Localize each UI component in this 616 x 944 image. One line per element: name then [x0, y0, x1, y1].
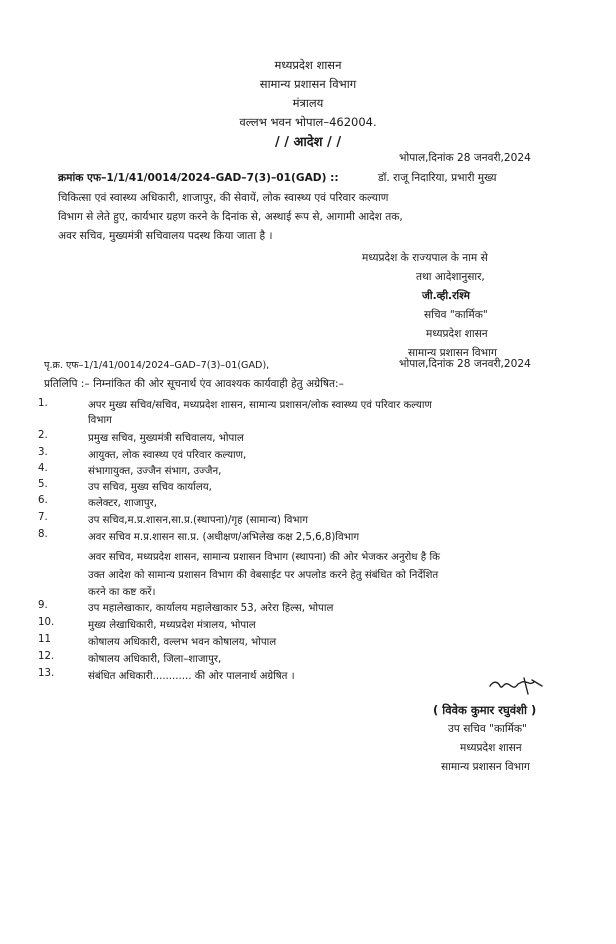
list-item: आयुक्त, लोक स्वास्थ्य एवं परिवार कल्याण, — [88, 450, 247, 461]
list-item-number: 9. — [38, 600, 48, 611]
order-body-line4: अवर सचिव, मुख्यमंत्री सचिवालय पदस्थ किया जाता है । — [58, 230, 273, 242]
list-item: कोषालय अधिकारी, जिला–शाजापुर, — [88, 654, 222, 665]
authority-govt: मध्यप्रदेश शासन — [426, 328, 488, 340]
header-ministry: मंत्रालय — [292, 96, 324, 110]
signatory-name: ( विवेक कुमार रघुवंशी ) — [433, 703, 537, 717]
endorsement-ref-no: पृ.क्र. एफ–1/1/41/0014/2024–GAD–7(3)–01(GAD), — [44, 360, 270, 371]
list-item: संभागायुक्त, उज्जैन संभाग, उज्जैन, — [88, 466, 222, 477]
order-ref-no: क्रमांक एफ–1/1/41/0014/2024–GAD–7(3)–01(GAD) :: — [58, 172, 339, 184]
order-body-line3: विभाग से लेते हुए, कार्यभार ग्रहण करने के दिनांक से, अस्थाई रूप से, आगामी आदेश तक, — [58, 211, 403, 223]
list-item-number: 3. — [38, 447, 48, 458]
authority-name: जी.व्ही.रश्मि — [422, 290, 470, 302]
list-item-continuation: अवर सचिव, मध्यप्रदेश शासन, सामान्य प्रशासन विभाग (स्थापना) की ओर भेजकर अनुरोध है कि — [88, 552, 440, 563]
list-item: कोषालय अधिकारी, वल्लभ भवन कोषालय, भोपाल — [88, 637, 277, 648]
list-item: उप सचिव,म.प्र.शासन,सा.प्र.(स्थापना)/गृह (सामान्य) विभाग — [88, 515, 308, 526]
endorsement-date: भोपाल,दिनांक 28 जनवरी,2024 — [399, 358, 531, 370]
list-item: कलेक्टर, शाजापुर, — [88, 498, 158, 509]
list-item-number: 6. — [38, 495, 48, 506]
signatory-designation: उप सचिव "कार्मिक" — [448, 723, 527, 735]
list-item: प्रमुख सचिव, मुख्यमंत्री सचिवालय, भोपाल — [88, 433, 244, 444]
order-date: भोपाल,दिनांक 28 जनवरी,2024 — [399, 152, 531, 164]
authority-line2: तथा आदेशानुसार, — [416, 271, 485, 283]
order-body-line2: चिकित्सा एवं स्वास्थ्य अधिकारी, शाजापुर, की सेवायें, लोक स्वास्थ्य एवं परिवार कल्याण — [58, 192, 389, 204]
handwritten-signature-icon — [488, 672, 548, 700]
list-item-number: 1. — [38, 398, 48, 409]
authority-line1: मध्यप्रदेश के राज्यपाल के नाम से — [362, 252, 488, 264]
list-item-number: 5. — [38, 479, 48, 490]
authority-designation: सचिव "कार्मिक" — [424, 309, 488, 321]
list-item: उप महालेखाकार, कार्यालय महालेखाकार 53, अरेरा हिल्स, भोपाल — [88, 603, 334, 614]
list-item: संबंधित अधिकारी............ की ओर पालनार्थ अग्रेषित । — [88, 671, 295, 682]
authority-dept: सामान्य प्रशासन विभाग — [408, 347, 497, 359]
list-item-continuation: उक्त आदेश को सामान्य प्रशासन विभाग की वेबसाईट पर अपलोड करने हेतु संबंधित को निर्देशित — [88, 570, 439, 581]
list-item-number: 11 — [38, 634, 51, 645]
order-body-line1: डॉ. राजू निदारिया, प्रभारी मुख्य — [378, 172, 497, 184]
order-title: / / आदेश / / — [274, 135, 342, 150]
copy-line: प्रतिलिपि :– निम्नांकित की ओर सूचनार्थ एंव आवश्यक कार्यवाही हेतु अग्रेषित:– — [44, 378, 344, 390]
list-item-number: 12. — [38, 651, 55, 662]
header-address: वल्लभ भवन भोपाल–462004. — [239, 115, 377, 129]
header-dept: सामान्य प्रशासन विभाग — [259, 77, 357, 91]
list-item: उप सचिव, मुख्य सचिव कार्यालय, — [88, 482, 212, 493]
signatory-govt: मध्यप्रदेश शासन — [460, 742, 522, 754]
list-item-number: 13. — [38, 668, 55, 679]
list-item-continuation: करने का कष्ट करें। — [88, 587, 156, 598]
list-item-number: 4. — [38, 463, 48, 474]
list-item-number: 10. — [38, 617, 55, 628]
list-item: अपर मुख्य सचिव/सचिव, मध्यप्रदेश शासन, सामान्य प्रशासन/लोक स्वास्थ्य एवं परिवार कल्याण — [88, 400, 432, 411]
list-item-continuation: विभाग — [88, 415, 112, 426]
list-item: अवर सचिव म.प्र.शासन सा.प्र. (अधीक्षण/अभिलेख कक्ष 2,5,6,8)विभाग — [88, 532, 360, 543]
list-item-number: 2. — [38, 430, 48, 441]
list-item-number: 8. — [38, 529, 48, 540]
header-govt: मध्यप्रदेश शासन — [274, 58, 342, 72]
signatory-dept: सामान्य प्रशासन विभाग — [441, 761, 530, 773]
list-item: मुख्य लेखाधिकारी, मध्यप्रदेश मंत्रालय, भोपाल — [88, 620, 256, 631]
list-item-number: 7. — [38, 512, 48, 523]
